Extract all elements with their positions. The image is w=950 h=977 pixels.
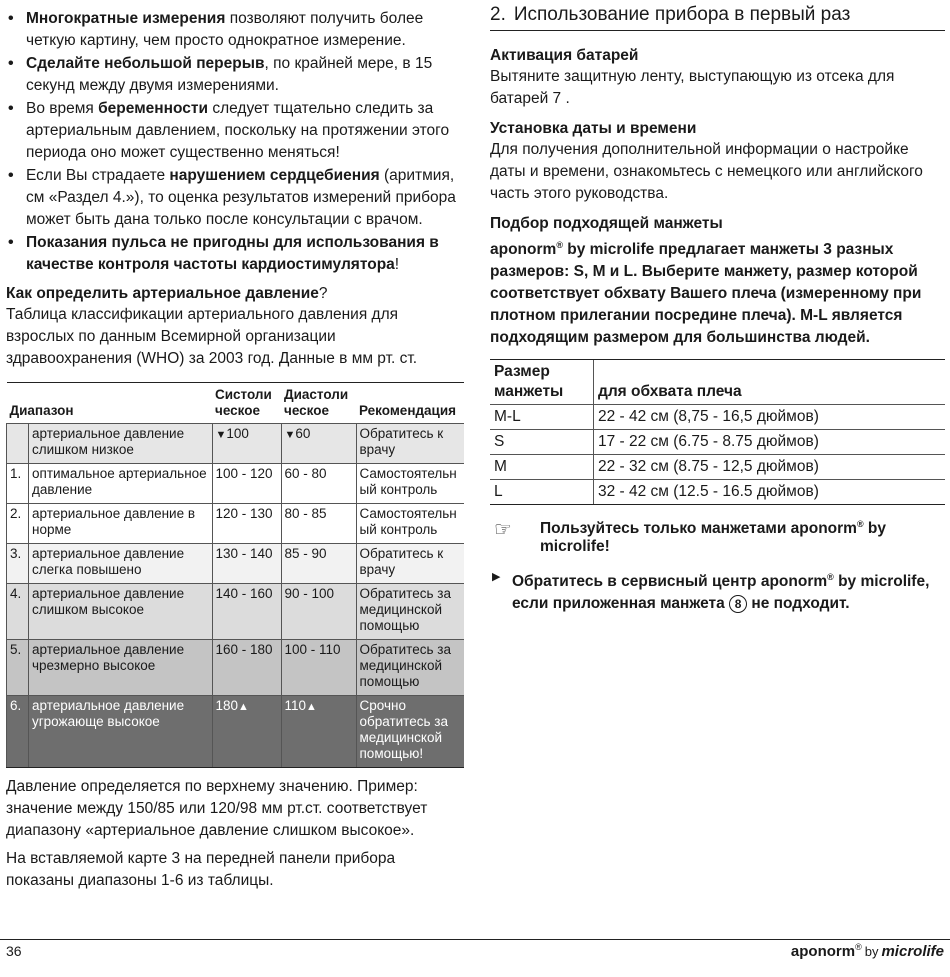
- registered-mark: ®: [556, 240, 563, 250]
- table-row: [490, 480, 945, 505]
- cell-range: артериальное давление слишком низкое: [29, 424, 213, 464]
- page-number: 36: [6, 943, 22, 959]
- cell-value: 140 - 160: [215, 586, 273, 601]
- list-item: [6, 232, 464, 276]
- cell-number: 4.: [7, 584, 29, 640]
- note-text-end: by microlife!: [540, 520, 887, 556]
- note-text: Обратитесь в сервисный центр aponorm: [512, 573, 828, 591]
- cell-value: 160 - 180: [215, 642, 273, 657]
- cell-recommendation: Обратитесь к врачу: [356, 544, 464, 584]
- bullet-text: !: [394, 256, 400, 273]
- section-number: 2.: [490, 4, 506, 25]
- table-header-row: [7, 383, 465, 424]
- right-column: [490, 4, 945, 615]
- col-header-recommendation: Рекомендация: [356, 383, 464, 424]
- brand-aponorm: aponorm: [790, 943, 856, 960]
- left-column: [6, 8, 464, 892]
- cell-number: 5.: [7, 640, 29, 696]
- cell-diastolic: [281, 424, 356, 464]
- list-item: [6, 98, 464, 164]
- col-header-arm-circumference: для обхвата плеча: [594, 360, 946, 405]
- col-header-range: Диапазон: [7, 383, 213, 424]
- cell-circumference: 22 - 32 см (8.75 - 12,5 дюймов): [594, 455, 946, 480]
- cell-size: M: [490, 455, 594, 480]
- brand-microlife: microlife: [881, 943, 944, 960]
- table-row: [7, 424, 465, 464]
- cell-number: 6.: [7, 696, 29, 768]
- bullet-bold: Многократные измерения: [26, 10, 226, 27]
- cell-range: артериальное давление угрожающе высокое: [29, 696, 213, 768]
- bullet-bold: нарушением сердцебиения: [169, 167, 380, 184]
- bp-heading: [6, 285, 464, 303]
- pointing-hand-icon: ☞: [494, 519, 512, 542]
- cell-recommendation: Обратитесь за медицинской помощью: [356, 640, 464, 696]
- level-arrow-icon: ▲: [306, 701, 317, 713]
- level-arrow-icon: ▼: [215, 429, 227, 441]
- cell-diastolic: [281, 544, 356, 584]
- service-note: [490, 566, 945, 615]
- cell-number: 2.: [7, 504, 29, 544]
- footer-divider: [0, 939, 950, 940]
- bullet-text: Если Вы страдаете: [26, 167, 170, 184]
- cell-diastolic: [281, 504, 356, 544]
- cell-recommendation: Срочно обратитесь за медицинской помощью!: [356, 696, 464, 768]
- table-row: [490, 455, 945, 480]
- bp-after-text: [6, 776, 464, 892]
- cell-number: 1.: [7, 464, 29, 504]
- cell-value: 100 - 120: [215, 466, 273, 481]
- note-text: Пользуйтесь только манжетами aponorm: [540, 520, 857, 538]
- table-row: [7, 640, 465, 696]
- registered-mark: ®: [855, 942, 862, 952]
- cuff-note: [490, 519, 945, 556]
- bullet-bold: Сделайте небольшой перерыв: [26, 55, 265, 72]
- cell-value: 130 - 140: [215, 546, 273, 561]
- cell-circumference: 32 - 42 см (12.5 - 16.5 дюймов): [594, 480, 946, 505]
- bp-classification-table: [6, 382, 464, 768]
- brand-by: by: [864, 944, 879, 959]
- cell-recommendation: Обратитесь к врачу: [356, 424, 464, 464]
- tips-list: [6, 8, 464, 276]
- cell-diastolic: [281, 696, 356, 768]
- cuff-text-body: by microlife предлагает манжеты 3 разных размеров: S, M и L. Выберите манжету, размер которой соответствует обхвату Вашего плеча (измеренному при плотном прилегании посредине плеча). M-L является подходящим размером для большинства людей.: [490, 241, 922, 347]
- cell-number: 3.: [7, 544, 29, 584]
- cell-value: 80 - 85: [284, 506, 327, 521]
- cell-value: 85 - 90: [284, 546, 327, 561]
- cell-systolic: [212, 424, 281, 464]
- bullet-text: , по крайней мере, в 15 секунд между двумя измерениями.: [26, 55, 433, 94]
- cell-systolic: [212, 584, 281, 640]
- list-item: [6, 8, 464, 52]
- cell-value: 120 - 130: [215, 506, 273, 521]
- registered-mark: ®: [856, 519, 864, 530]
- section-title-text: Использование прибора в первый раз: [513, 4, 851, 25]
- table-row: [7, 584, 465, 640]
- table-row: [7, 464, 465, 504]
- cell-range: артериальное давление чрезмерно высокое: [29, 640, 213, 696]
- cell-circumference: 17 - 22 см (6.75 - 8.75 дюймов): [594, 430, 946, 455]
- cell-systolic: [212, 544, 281, 584]
- cell-value: 100: [226, 426, 249, 441]
- level-arrow-icon: ▲: [238, 701, 249, 713]
- table-header-row: [490, 360, 945, 405]
- bullet-text: следует тщательно следить за артериальным давлением, поскольку на протяжении этого периода оно может существенно меняться!: [26, 100, 450, 161]
- cell-systolic: [212, 504, 281, 544]
- table-row: [7, 696, 465, 768]
- cell-circumference: 22 - 42 см (8,75 - 16,5 дюймов): [594, 405, 946, 430]
- cell-value: 90 - 100: [284, 586, 335, 601]
- cuff-text: [490, 234, 945, 349]
- cell-number: [7, 424, 29, 464]
- cell-value: 180: [215, 698, 239, 713]
- cell-systolic: [212, 640, 281, 696]
- battery-text: Вытяните защитную ленту, выступающую из отсека для батарей 7 .: [490, 68, 895, 107]
- cell-range: оптимальное артериальное давление: [29, 464, 213, 504]
- cell-range: артериальное давление слишком высокое: [29, 584, 213, 640]
- registered-mark: ®: [827, 572, 834, 583]
- bullet-text: позволяют получить более четкую картину, чем просто однократное измерение.: [26, 10, 424, 49]
- brand-logo: [791, 942, 944, 960]
- cuff-reference-number: 8: [729, 595, 747, 613]
- cell-value: 60: [295, 426, 311, 441]
- cell-diastolic: [281, 640, 356, 696]
- cell-value: 60 - 80: [284, 466, 327, 481]
- section-title: [490, 4, 945, 31]
- cell-size: L: [490, 480, 594, 505]
- col-header-size: Размер манжеты: [490, 360, 594, 405]
- datetime-heading: Установка даты и времени: [490, 120, 697, 137]
- col-header-systolic: Систоли ческое: [212, 383, 281, 424]
- cell-value: 110: [284, 698, 307, 713]
- bullet-text: (аритмия, см «Раздел 4.»), то оценка результатов измерений прибора может быть дана только после консультации с врачом.: [26, 167, 456, 228]
- cell-systolic: [212, 696, 281, 768]
- cell-range: артериальное давление слегка повышено: [29, 544, 213, 584]
- brand-name: aponorm: [490, 241, 557, 259]
- note-text-mid: by microlife, если приложенная манжета: [512, 573, 930, 613]
- table-row: [7, 504, 465, 544]
- cuff-size-table: [490, 359, 945, 505]
- cell-value: 100 - 110: [284, 642, 341, 657]
- cell-recommendation: Самостоятельн ый контроль: [356, 464, 464, 504]
- bp-example-text: Давление определяется по верхнему значению. Пример: значение между 150/85 или 120/98 мм рт.ст. соответствует диапазону «артериальное давление слишком высокое».: [6, 778, 428, 839]
- list-item: [6, 165, 464, 231]
- bp-intro: Таблица классификации артериального давления для взрослых по данным Всемирной организации здравоохранения (WHO) за 2003 год. Данные в мм рт. ст.: [6, 306, 418, 367]
- bullet-bold: Показания пульса не пригодны для использования в качестве контроля частоты кардиостимулятора: [26, 234, 439, 273]
- cell-recommendation: Самостоятельн ый контроль: [356, 504, 464, 544]
- cell-recommendation: Обратитесь за медицинской помощью: [356, 584, 464, 640]
- cell-diastolic: [281, 464, 356, 504]
- table-row: [7, 544, 465, 584]
- list-item: [6, 53, 464, 97]
- cell-size: M-L: [490, 405, 594, 430]
- table-row: [490, 405, 945, 430]
- bullet-bold: беременности: [98, 100, 209, 117]
- bp-card-text: На вставляемой карте 3 на передней панели прибора показаны диапазоны 1-6 из таблицы.: [6, 850, 396, 889]
- cell-size: S: [490, 430, 594, 455]
- level-arrow-icon: ▼: [284, 429, 296, 441]
- bullet-text: Во время: [26, 100, 99, 117]
- cell-diastolic: [281, 584, 356, 640]
- cell-range: артериальное давление в норме: [29, 504, 213, 544]
- bp-heading-mark: ?: [318, 285, 328, 302]
- triangle-bullet-icon: ▶: [492, 571, 501, 584]
- cuff-heading: Подбор подходящей манжеты: [490, 215, 723, 232]
- note-text-end: не подходит.: [747, 595, 850, 613]
- battery-heading: Активация батарей: [490, 47, 639, 64]
- datetime-text: Для получения дополнительной информации о настройке даты и времени, ознакомьтесь с немецкого или английского часть этого руководства.: [490, 141, 923, 202]
- table-row: [490, 430, 945, 455]
- cell-systolic: [212, 464, 281, 504]
- col-header-diastolic: Диастоли ческое: [281, 383, 356, 424]
- bp-heading-text: Как определить артериальное давление: [6, 285, 319, 302]
